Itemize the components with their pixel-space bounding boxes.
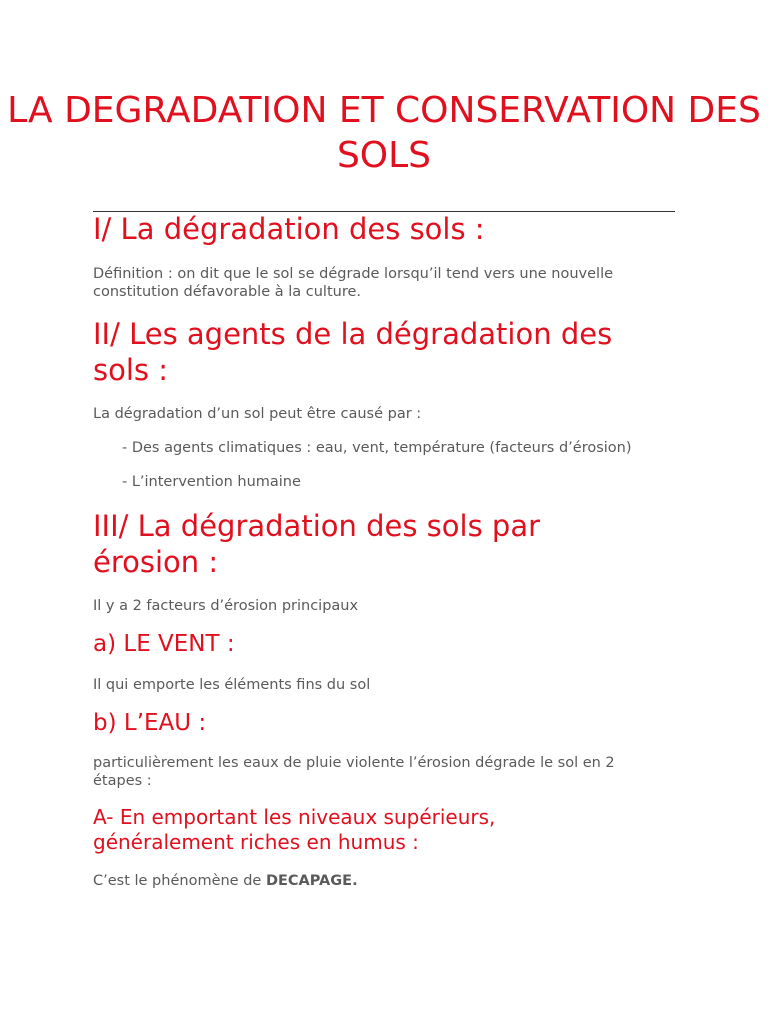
section-2-intro: La dégradation d’un sol peut être causé par : [93, 406, 422, 422]
subsection-b-heading: b) L’EAU : [93, 710, 207, 736]
section-3-heading: III/ La dégradation des sols par érosion : [93, 509, 541, 579]
section-2-heading: II/ Les agents de la dégradation des sols : [93, 317, 613, 387]
decapage-term: DECAPAGE. [265, 873, 358, 889]
subsection-a-heading: a) LE VENT : [93, 631, 235, 657]
section-1-definition: Définition : on dit que le sol se dégrade lorsqu’il tend vers une nouvelle constitution défavorable à la culture. [93, 266, 614, 300]
subsection-b-text: particulièrement les eaux de pluie violente l’érosion dégrade le sol en 2 étapes : [93, 755, 615, 789]
step-A-text [93, 872, 668, 890]
section-3-intro: Il y a 2 facteurs d’érosion principaux [93, 598, 359, 614]
subsection-a-text: Il qui emporte les éléments fins du sol [93, 677, 371, 693]
section-1-heading: I/ La dégradation des sols : [93, 212, 485, 246]
list-item-human-intervention: - L’intervention humaine [122, 474, 301, 490]
document-title: LA DEGRADATION ET CONSERVATION DES SOLS [7, 90, 761, 176]
list-item-climatic-agents: - Des agents climatiques : eau, vent, température (facteurs d’érosion) [122, 440, 632, 456]
step-A-heading: A- En emportant les niveaux supérieurs, généralement riches en humus : [93, 805, 496, 854]
step-A-text-prefix: C’est le phénomène de [93, 873, 266, 889]
